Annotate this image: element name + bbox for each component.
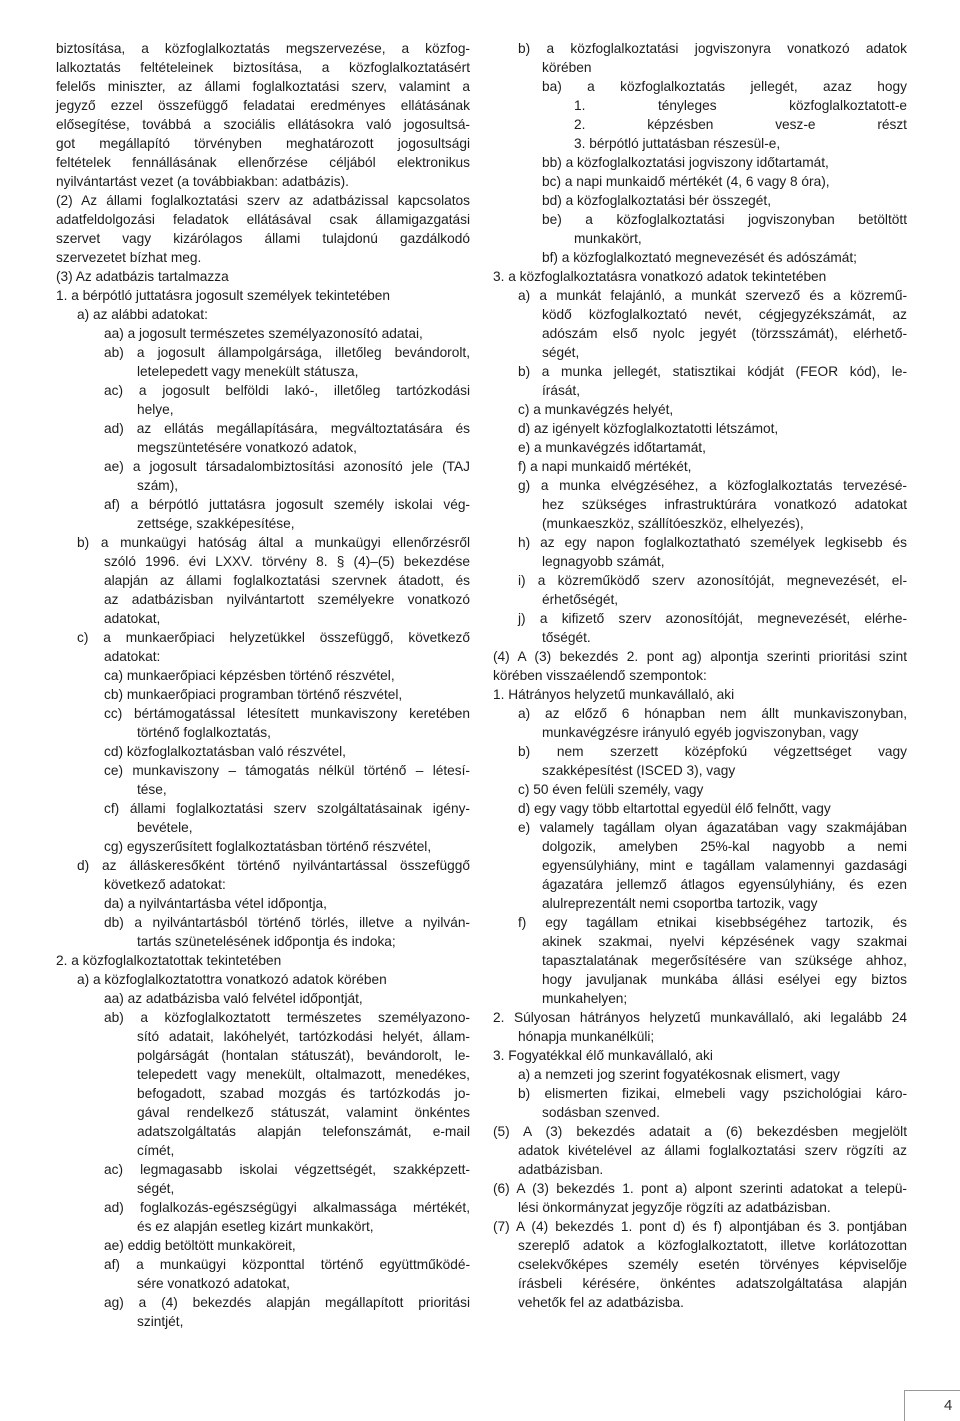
right-text-line: bf) a közfoglalkoztató megnevezését és adószámát;: [542, 250, 857, 265]
right-text-line: hónapja munkanélküli;: [518, 1029, 655, 1044]
right-text-line: c) 50 éven felüli személy, vagy: [518, 782, 704, 797]
right-text-line: h) az egy napon foglalkoztatható személyek legkisebb és: [518, 535, 907, 550]
right-text-line: alulreprezentált nemi csoportba tartozik, vagy: [542, 896, 818, 911]
left-text-line: af) a bérpótló juttatásra jogosult személy iskolai vég-: [104, 497, 470, 512]
left-text-line: biztosítása, a közfoglalkoztatás megszervezése, a közfog-: [56, 41, 470, 56]
right-text-line: legnagyobb számát,: [542, 554, 665, 569]
right-text-line: egyensúlyhiány, mint e tagállam valamennyi gazdasági: [542, 858, 907, 873]
right-text-line: (6) A (3) bekezdés 1. pont a) alpont szerinti adatokat a telepü-: [493, 1181, 907, 1196]
left-text-line: alapján az állami foglalkoztatási szervnek átadott, és: [104, 573, 470, 588]
left-text-line: ac) a jogosult belföldi lakó-, illetőleg tartózkodási: [104, 383, 470, 398]
left-text-line: helye,: [137, 402, 174, 417]
right-text-line: f) a napi munkaidő mértékét,: [518, 459, 692, 474]
left-text-line: tése,: [137, 782, 167, 797]
right-text-line: dolgozik, amelyben 25%-kal nagyobb a nemi: [542, 839, 907, 854]
left-text-line: 2. a közfoglalkoztatottak tekintetében: [56, 953, 282, 968]
left-text-line: adatokat,: [104, 611, 161, 626]
right-text-line: cselekvőképes személy esetén törvényes képviselője: [518, 1257, 907, 1272]
left-text-line: szervezetet bízhat meg.: [56, 250, 202, 265]
left-text-line: telepedett vagy menekült, oltalmazott, menedékes,: [137, 1067, 470, 1082]
left-text-line: zettsége, szakképesítése,: [137, 516, 295, 531]
left-text-line: szám),: [137, 478, 179, 493]
right-text-line: 1. Hátrányos helyzetű munkavállaló, aki: [493, 687, 735, 702]
left-text-line: jegyző ezzel összefüggő feladatai eredményes ellátásának: [56, 98, 470, 113]
left-text-line: got megállapító törvényben meghatározott jogosultsági: [56, 136, 470, 151]
left-text-line: szóló 1996. évi LXXV. törvény 8. § (4)–(5) bekezdése: [104, 554, 470, 569]
right-text-line: g) a munka elvégzéséhez, a közfoglalkoztatás tervezésé-: [518, 478, 907, 493]
right-text-line: 3. a közfoglalkoztatásra vonatkozó adatok tekintetében: [493, 269, 827, 284]
left-text-line: adatszolgáltatás alapján telefonszámát, e-mail: [137, 1124, 470, 1139]
right-text-line: szereplő adatok a közfoglalkoztatott, illetve korlátozottan: [518, 1238, 907, 1253]
left-text-line: következő adatokat:: [104, 877, 226, 892]
right-text-line: tapasztalatának megerősítésére van szüksége ahhoz,: [542, 953, 907, 968]
right-text-line: hogy javuljanak munkába állási esélyei egy biztos: [542, 972, 907, 987]
right-text-line: sodásban szenved.: [542, 1105, 660, 1120]
left-text-line: befogadott, szabad mozgás és tartózkodás jo-: [137, 1086, 470, 1101]
right-text-line: a) a munkát felajánló, a munkát szervező és a közremű-: [518, 288, 907, 303]
right-text-line: érhetőségét,: [542, 592, 619, 607]
right-text-line: ágazatára jellemző átlagos egyensúlyhiány, és ezen: [542, 877, 907, 892]
right-text-line: i) a közreműködő szerv azonosítóját, megnevezését, el-: [518, 573, 907, 588]
right-text-line: b) a közfoglalkoztatási jogviszonyra vonatkozó adatok: [518, 41, 907, 56]
left-text-line: ae) eddig betöltött munkaköreit,: [104, 1238, 296, 1253]
left-text-line: ae) a jogosult társadalombiztosítási azonosító jele (TAJ: [104, 459, 470, 474]
right-text-line: e) valamely tagállam olyan ágazatában vagy szakmájában: [518, 820, 907, 835]
left-text-line: ca) munkaerőpiaci képzésben történő részvétel,: [104, 668, 395, 683]
left-text-line: címét,: [137, 1143, 175, 1158]
right-text-line: b) a munka jellegét, statisztikai kódját (FEOR kód), le-: [518, 364, 907, 379]
right-text-line: (7) A (4) bekezdés 1. pont d) és f) alpontjában és 3. pontjában: [493, 1219, 907, 1234]
right-text-line: adatok kivételével az állami foglalkoztatási szerv rögzíti az: [518, 1143, 907, 1158]
right-text-line: ködő közfoglalkoztató nevét, cégjegyzékszámát, az: [542, 307, 907, 322]
left-text-line: elősegítése, továbbá a szociális ellátásokra való jogosultsá-: [56, 117, 470, 132]
left-text-line: ségét,: [137, 1181, 175, 1196]
left-text-line: gával rendelkező státuszát, valamint önkéntes: [137, 1105, 470, 1120]
left-text-line: da) a nyilvántartásba vétel időpontja,: [104, 896, 327, 911]
left-text-line: (3) Az adatbázis tartalmazza: [56, 269, 229, 284]
right-text-line: bc) a napi munkaidő mértékét (4, 6 vagy 8 óra),: [542, 174, 830, 189]
left-text-line: feltételek fennállásának ellenőrzése céljából elektronikus: [56, 155, 470, 170]
right-text-line: adatbázisban.: [518, 1162, 604, 1177]
left-text-line: cb) munkaerőpiaci programban történő részvétel,: [104, 687, 403, 702]
right-text-line: b) nem szerzett középfokú végzettséget vagy: [518, 744, 907, 759]
left-text-line: a) a közfoglalkoztatottra vonatkozó adatok körében: [77, 972, 387, 987]
left-text-line: és ez alapján esetleg kizárt munkakört,: [137, 1219, 374, 1234]
right-text-line: e) a munkavégzés időtartamát,: [518, 440, 706, 455]
left-text-line: bevétele,: [137, 820, 193, 835]
left-text-line: letelepedett vagy menekült státusza,: [137, 364, 359, 379]
left-text-line: d) az álláskeresőként történő nyilvántartással összefüggő: [77, 858, 470, 873]
left-text-line: aa) a jogosult természetes személyazonosító adatai,: [104, 326, 423, 341]
right-text-line: adószám első nyolc jegyét (törzsszámát), elérhető-: [542, 326, 907, 341]
right-text-line: körében: [542, 60, 592, 75]
right-text-line: akinek szakmai, nyelvi képzésének vagy szakmai: [542, 934, 907, 949]
left-text-line: sére vonatkozó adatokat,: [137, 1276, 290, 1291]
right-text-line: 1. tényleges közfoglalkoztatott-e: [574, 98, 907, 113]
left-text-line: lalkoztatás feltételeinek biztosítása, a közfoglalkoztatásért: [56, 60, 470, 75]
left-text-line: történő foglalkoztatás,: [137, 725, 271, 740]
right-text-line: szakképesítést (ISCED 3), vagy: [542, 763, 736, 778]
right-text-line: be) a közfoglalkoztatási jogviszonyban betöltött: [542, 212, 907, 227]
left-text-line: (2) Az állami foglalkoztatási szerv az adatbázissal kapcsolatos: [56, 193, 470, 208]
right-text-line: körében visszaélendő szempontok:: [493, 668, 707, 683]
left-text-line: adatokat:: [104, 649, 161, 664]
left-text-line: aa) az adatbázisba való felvétel időpontját,: [104, 991, 363, 1006]
right-text-line: munkavégzésre irányuló egyéb jogviszonyban, vagy: [542, 725, 859, 740]
left-text-line: ad) az ellátás megállapítására, megváltoztatására és: [104, 421, 470, 436]
right-text-line: 3. Fogyatékkal élő munkavállaló, aki: [493, 1048, 713, 1063]
right-text-line: 2. Súlyosan hátrányos helyzetű munkavállaló, aki legalább 24: [493, 1010, 907, 1025]
left-text-line: cf) állami foglalkoztatási szerv szolgáltatásainak igény-: [104, 801, 470, 816]
right-text-line: tőségét.: [542, 630, 591, 645]
right-text-line: a) az előző 6 hónapban nem állt munkaviszonyban,: [518, 706, 907, 721]
right-text-line: lési önkormányzat jegyzője rögzíti az adatbázisban.: [518, 1200, 831, 1215]
right-text-line: c) a munkavégzés helyét,: [518, 402, 674, 417]
right-text-line: d) egy vagy több eltartottal egyedül élő felnőtt, vagy: [518, 801, 831, 816]
left-text-column: [56, 39, 470, 1331]
right-text-line: j) a kifizető szerv azonosítóját, megnevezését, elérhe-: [518, 611, 907, 626]
right-text-line: ségét,: [542, 345, 580, 360]
left-text-line: megszüntetésére vonatkozó adatok,: [137, 440, 357, 455]
right-text-column: [493, 39, 907, 1312]
right-text-line: írásbeli kérésére, önkéntes adatszolgáltatása alapján: [518, 1276, 907, 1291]
page-number: 4: [944, 1397, 953, 1414]
left-text-line: az adatbázisban nyilvántartott személyekre vonatkozó: [104, 592, 470, 607]
left-text-line: szervet vagy kizárólagos állami tulajdonú gazdálkodó: [56, 231, 470, 246]
right-text-line: ba) a közfoglalkoztatás jellegét, azaz hogy: [542, 79, 907, 94]
left-text-line: szintjét,: [137, 1314, 184, 1329]
right-text-line: munkakört,: [574, 231, 642, 246]
right-text-line: 2. képzésben vesz-e részt: [574, 117, 907, 132]
left-text-line: cc) bértámogatással létesített munkaviszony keretében: [104, 706, 470, 721]
left-text-line: ad) foglalkozás-egészségügyi alkalmassága mértékét,: [104, 1200, 470, 1215]
left-text-line: tartás szünetelésének időpontja és indoka;: [137, 934, 396, 949]
right-text-line: d) az igényelt közfoglalkoztatotti létszámot,: [518, 421, 779, 436]
right-text-line: (munkaeszköz, szállítóeszköz, elhelyezés),: [542, 516, 804, 531]
left-text-line: ab) a jogosult állampolgársága, illetőleg bevándorolt,: [104, 345, 470, 360]
left-text-line: 1. a bérpótló juttatásra jogosult személyek tekintetében: [56, 288, 391, 303]
left-text-line: cg) egyszerűsített foglalkoztatásban történő részvétel,: [104, 839, 432, 854]
left-text-line: adatfeldolgozási feladatok ellátásával csak államigazgatási: [56, 212, 470, 227]
left-text-line: ag) a (4) bekezdés alapján megállapított prioritási: [104, 1295, 470, 1310]
right-text-line: (5) A (3) bekezdés adatait a (6) bekezdésben megjelölt: [493, 1124, 907, 1139]
left-text-line: cd) közfoglalkoztatásban való részvétel,: [104, 744, 346, 759]
left-text-line: ac) legmagasabb iskolai végzettségét, szakképzett-: [104, 1162, 470, 1177]
left-text-line: polgárságát (hontalan státuszát), bevándorolt, le-: [137, 1048, 470, 1063]
left-text-line: sító adatait, lakóhelyét, tartózkodási helyét, állam-: [137, 1029, 470, 1044]
left-text-line: b) a munkaügyi hatóság által a munkaügyi ellenőrzésről: [77, 535, 470, 550]
left-text-line: felelős miniszter, az állami foglalkoztatási szerv, valamint a: [56, 79, 470, 94]
left-text-line: c) a munkaerőpiaci helyzetükkel összefüggő, következő: [77, 630, 470, 645]
left-text-line: ce) munkaviszony – támogatás nélkül történő – létesí-: [104, 763, 470, 778]
right-text-line: munkahelyen;: [542, 991, 628, 1006]
right-text-line: hez szükséges infrastruktúrára vonatkozó adatokat: [542, 497, 907, 512]
right-text-line: bb) a közfoglalkoztatási jogviszony időtartamát,: [542, 155, 829, 170]
left-text-line: a) az alábbi adatokat:: [77, 307, 208, 322]
right-text-line: 3. bérpótló juttatásban részesül-e,: [574, 136, 781, 151]
left-text-line: ab) a közfoglalkoztatott természetes személyazono-: [104, 1010, 470, 1025]
left-text-line: db) a nyilvántartásból történő törlés, illetve a nyilván-: [104, 915, 470, 930]
right-text-line: vehetők fel az adatbázisba.: [518, 1295, 684, 1310]
right-text-line: bd) a közfoglalkoztatási bér összegét,: [542, 193, 772, 208]
left-text-line: af) a munkaügyi központtal történő együttműködé-: [104, 1257, 470, 1272]
right-text-line: b) elismerten fizikai, elmebeli vagy pszichológiai káro-: [518, 1086, 907, 1101]
right-text-line: a) a nemzeti jog szerint fogyatékosnak elismert, vagy: [518, 1067, 840, 1082]
right-text-line: f) egy tagállam etnikai kisebbségéhez tartozik, és: [518, 915, 907, 930]
right-text-line: írását,: [542, 383, 581, 398]
right-text-line: (4) A (3) bekezdés 2. pont ag) alpontja szerinti prioritási szint: [493, 649, 907, 664]
left-text-line: nyilvántartást vezet (a továbbiakban: adatbázis).: [56, 174, 349, 189]
